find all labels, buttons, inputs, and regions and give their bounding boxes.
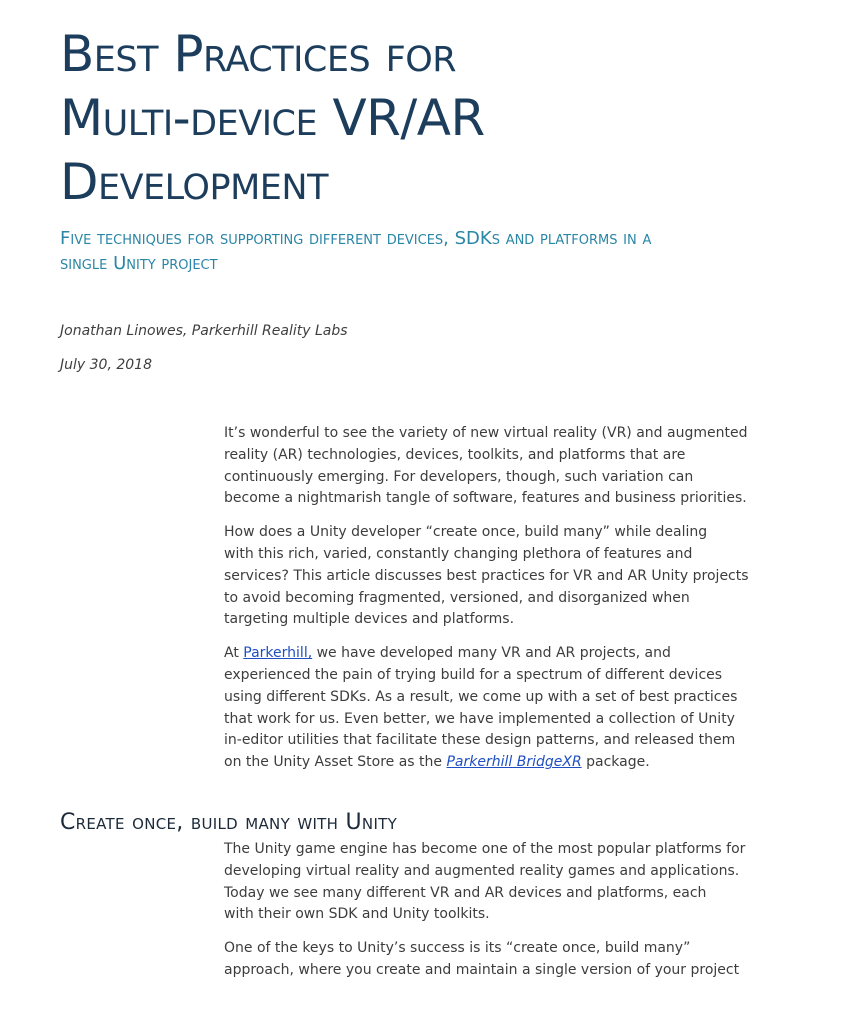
paragraph-line xyxy=(224,643,784,665)
paragraph-line: continuously emerging. For developers, though, such variation can xyxy=(224,468,694,485)
paragraph-line: One of the keys to Unity’s success is its “create once, build many” xyxy=(224,940,691,957)
text-run: on the Unity Asset Store as the xyxy=(224,754,447,771)
document-subtitle xyxy=(60,226,800,276)
text-run: package. xyxy=(581,754,650,771)
bridgexr-link[interactable]: Parkerhill BridgeXR xyxy=(446,754,582,771)
intro-paragraph-1 xyxy=(224,423,784,510)
paragraph-line: reality (AR) technologies, devices, toolkits, and platforms that are xyxy=(224,446,686,463)
intro-paragraph-3 xyxy=(224,643,784,774)
paragraph-line: that work for us. Even better, we have implemented a collection of Unity xyxy=(224,710,735,727)
document-title xyxy=(60,22,820,214)
paragraph-line: become a nightmarish tangle of software, features and business priorities. xyxy=(224,490,747,507)
paragraph-line: Today we see many different VR and AR devices and platforms, each xyxy=(224,884,707,901)
paragraph-line: The Unity game engine has become one of the most popular platforms for xyxy=(224,841,746,857)
title-line: Best Practices for xyxy=(60,25,457,83)
paragraph-line xyxy=(224,752,784,774)
paragraph-line: in-editor utilities that facilitate these design patterns, and released them xyxy=(224,732,736,749)
paragraph-line: with their own SDK and Unity toolkits. xyxy=(224,906,490,923)
paragraph-line: services? This article discusses best practices for VR and AR Unity projects xyxy=(224,567,749,584)
paragraph-line: with this rich, varied, constantly changing plethora of features and xyxy=(224,545,693,562)
paragraph-line: using different SDKs. As a result, we come up with a set of best practices xyxy=(224,688,738,705)
section-heading: Create once, build many with Unity xyxy=(60,810,398,835)
title-line: Development xyxy=(60,153,328,211)
paragraph-line: How does a Unity developer “create once, build many” while dealing xyxy=(224,524,708,541)
paragraph-line: It’s wonderful to see the variety of new virtual reality (VR) and augmented xyxy=(224,425,748,441)
paragraph-line: experienced the pain of trying build for a spectrum of different devices xyxy=(224,666,723,683)
paragraph-line: approach, where you create and maintain a single version of your project xyxy=(224,961,740,978)
subtitle-line: Five techniques for supporting different devices, SDKs and platforms in a xyxy=(60,228,652,249)
text-run: At xyxy=(224,645,244,662)
paragraph-line: to avoid becoming fragmented, versioned, and disorganized when xyxy=(224,589,690,606)
title-line: Multi-device VR/AR xyxy=(60,89,485,147)
paragraph-line: targeting multiple devices and platforms. xyxy=(224,611,515,628)
intro-section xyxy=(224,423,784,786)
create-once-section xyxy=(224,839,784,994)
subtitle-line: single Unity project xyxy=(60,253,218,274)
section-paragraph-1 xyxy=(224,839,784,926)
paragraph-line: developing virtual reality and augmented reality games and applications. xyxy=(224,862,740,879)
publish-date: July 30, 2018 xyxy=(60,357,152,373)
text-run: we have developed many VR and AR projects, and xyxy=(312,645,671,662)
author-line: Jonathan Linowes, Parkerhill Reality Labs xyxy=(60,323,348,339)
section-paragraph-2 xyxy=(224,938,784,982)
parkerhill-link[interactable]: Parkerhill, xyxy=(243,645,313,662)
intro-paragraph-2 xyxy=(224,522,784,631)
